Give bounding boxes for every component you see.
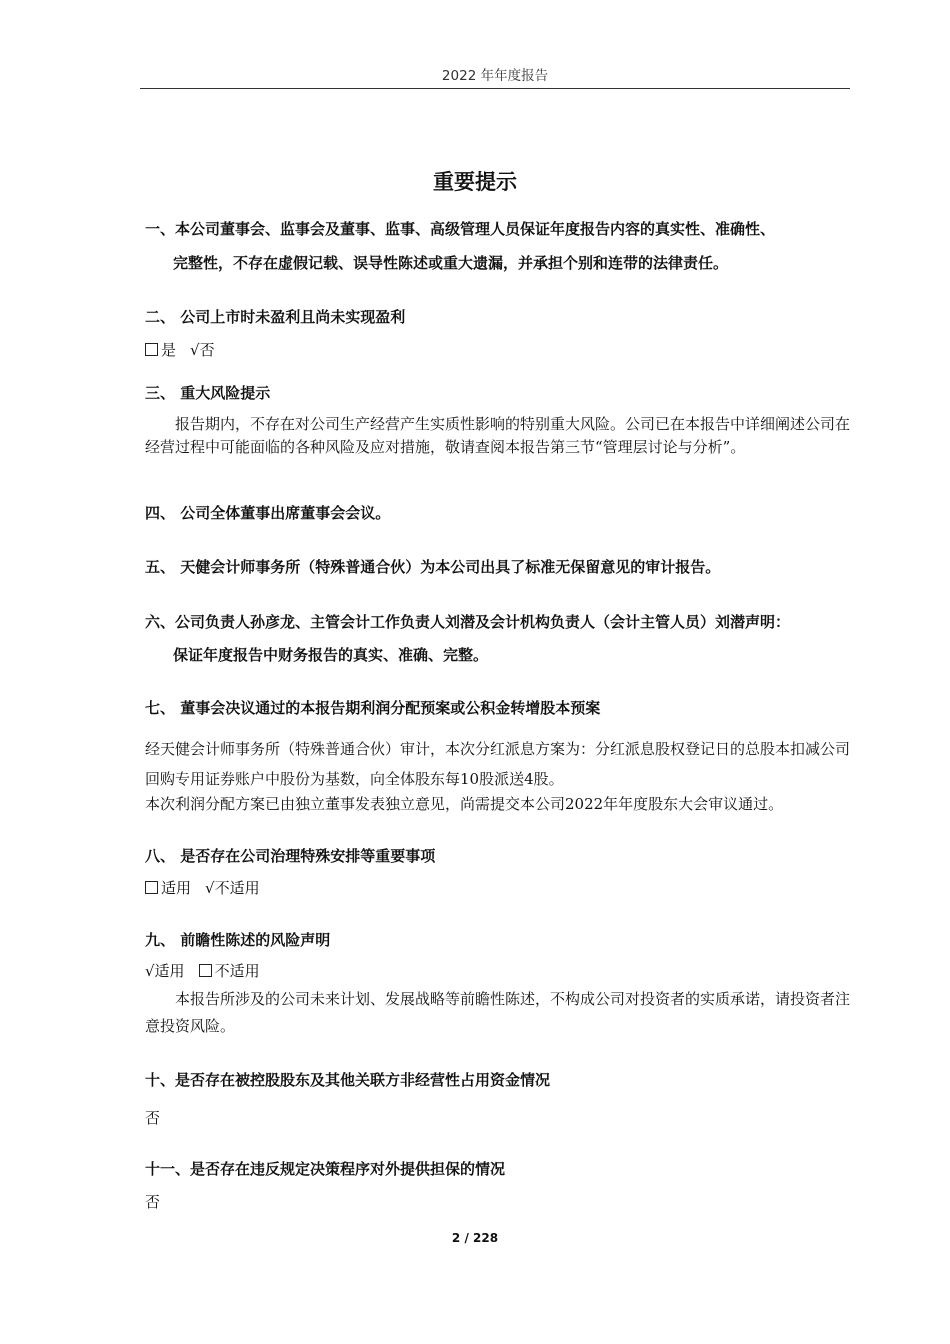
section-7-body-1: 经天健会计师事务所（特殊普通合伙）审计，本次分红派息方案为：分红派息股权登记日的总股本扣减公司回购专用证券账户中股份为基数，向全体股东每10股派送4股。 <box>145 740 851 788</box>
checkbox-unchecked-icon <box>145 343 158 356</box>
option-not-applicable-checked: √不适用 <box>205 879 260 897</box>
section-2-heading: 二、 公司上市时未盈利且尚未实现盈利 <box>145 308 406 326</box>
header-divider <box>140 88 850 89</box>
option-no-checked: √否 <box>190 341 215 359</box>
checkbox-unchecked-icon <box>145 881 158 894</box>
page-number: 2 / 228 <box>451 1231 499 1245</box>
section-6-line-1: 六、公司负责人孙彦龙、主管会计工作负责人刘潜及会计机构负责人（会计主管人员）刘潜声明： <box>145 613 791 631</box>
option-applicable: 适用 <box>161 879 192 897</box>
section-5-heading: 五、 天健会计师事务所（特殊普通合伙）为本公司出具了标准无保留意见的审计报告。 <box>145 558 721 576</box>
page-header: 2022 年年度报告 <box>441 68 549 84</box>
section-11-heading: 十一、是否存在违反规定决策程序对外提供担保的情况 <box>145 1160 506 1178</box>
checkbox-unchecked-icon <box>199 964 212 977</box>
section-9-body: 本报告所涉及的公司未来计划、发展战略等前瞻性陈述，不构成公司对投资者的实质承诺，请投资者注意投资风险。 <box>145 990 851 1035</box>
section-1-line-1: 一、本公司董事会、监事会及董事、监事、高级管理人员保证年度报告内容的真实性、准确性、 <box>145 220 776 238</box>
option-not-applicable: 不适用 <box>214 962 260 980</box>
section-3-heading: 三、 重大风险提示 <box>145 384 271 402</box>
section-6-line-2: 保证年度报告中财务报告的真实、准确、完整。 <box>173 646 489 664</box>
section-11-answer: 否 <box>145 1193 161 1211</box>
section-3-body: 报告期内，不存在对公司生产经营产生实质性影响的特别重大风险。公司已在本报告中详细阐述公司在经营过程中可能面临的各种风险及应对措施，敬请查阅本报告第三节“管理层讨论与分析”。 <box>145 415 851 456</box>
section-10-answer: 否 <box>145 1109 161 1127</box>
section-10-heading: 十、是否存在被控股股东及其他关联方非经营性占用资金情况 <box>145 1071 551 1089</box>
option-yes: 是 <box>161 341 177 359</box>
section-2-options <box>145 339 215 360</box>
section-9-heading: 九、 前瞻性陈述的风险声明 <box>145 931 331 949</box>
section-4-heading: 四、 公司全体董事出席董事会会议。 <box>145 504 391 522</box>
section-9-options <box>145 960 260 981</box>
section-8-options <box>145 877 260 898</box>
option-applicable-checked: √适用 <box>145 962 185 980</box>
section-1-line-2: 完整性，不存在虚假记载、误导性陈述或重大遗漏，并承担个别和连带的法律责任。 <box>173 254 729 272</box>
section-7-body-2: 本次利润分配方案已由独立董事发表独立意见，尚需提交本公司2022年年度股东大会审议通过。 <box>145 795 784 813</box>
section-7-heading: 七、 董事会决议通过的本报告期利润分配预案或公积金转增股本预案 <box>145 699 601 717</box>
page-title: 重要提示 <box>433 170 517 194</box>
section-8-heading: 八、 是否存在公司治理特殊安排等重要事项 <box>145 847 436 865</box>
